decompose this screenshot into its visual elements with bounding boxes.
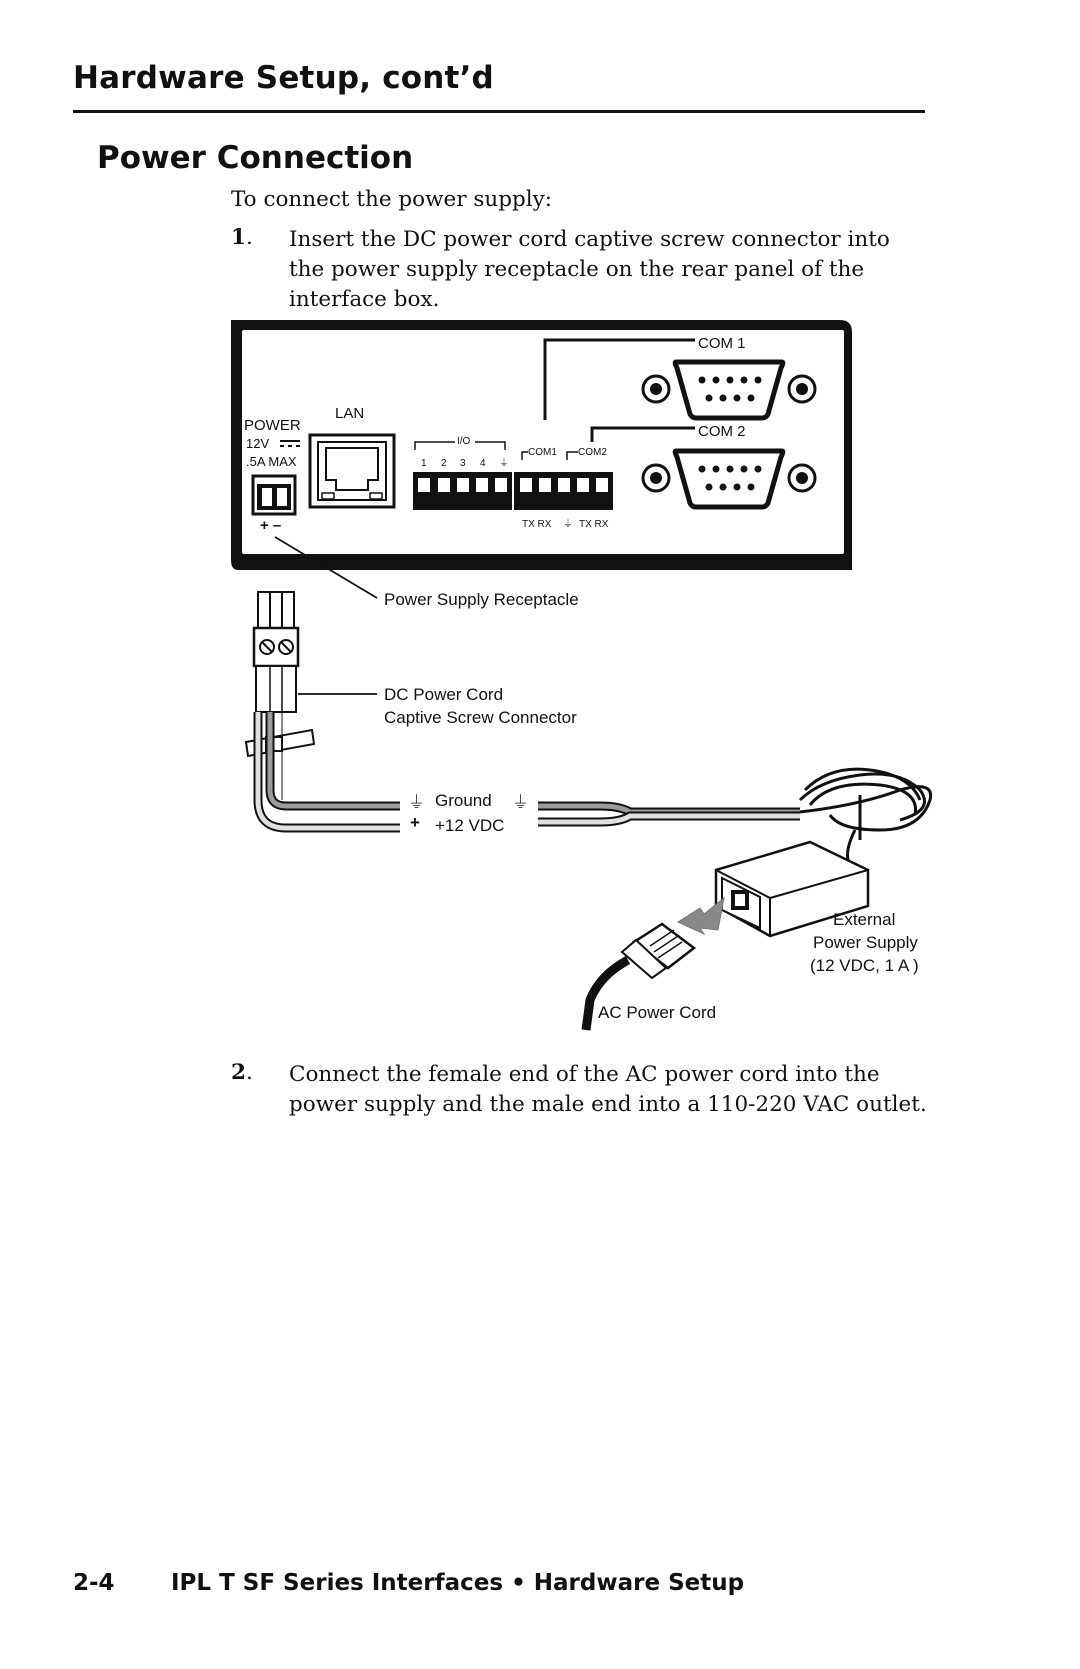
com2-label: COM 2 bbox=[698, 423, 746, 440]
step-1-text: Insert the DC power cord captive screw connector into the power supply receptacle on the rear panel of the interface box. bbox=[289, 227, 890, 312]
callout-12vdc: +12 VDC bbox=[435, 816, 505, 835]
io-com-terminal-block bbox=[413, 470, 613, 512]
page-header-title: Hardware Setup, cont’d bbox=[73, 60, 494, 96]
section-title: Power Connection bbox=[97, 140, 414, 176]
footer-title: IPL T SF Series Interfaces • Hardware Setup bbox=[171, 1570, 745, 1596]
callout-power-supply: Power Supply bbox=[813, 933, 918, 952]
insert-arrow-icon bbox=[678, 898, 724, 934]
max-current-label: .5A MAX bbox=[246, 454, 297, 469]
lan-label: LAN bbox=[335, 405, 365, 422]
captive-screw-connector bbox=[254, 592, 298, 712]
callout-rating: (12 VDC, 1 A ) bbox=[810, 956, 919, 975]
svg-text:2: 2 bbox=[441, 458, 447, 469]
svg-text:3: 3 bbox=[460, 458, 466, 469]
callout-captive-screw: Captive Screw Connector bbox=[384, 708, 577, 727]
com1-label: COM 1 bbox=[698, 335, 746, 352]
callout-external: External bbox=[833, 910, 896, 929]
step-1-number: 1. bbox=[231, 225, 253, 250]
polarity-label: + – bbox=[260, 517, 282, 534]
voltage-label: 12V bbox=[246, 436, 270, 451]
callout-ground: Ground bbox=[435, 791, 492, 810]
txrx1-label: TX RX bbox=[522, 519, 552, 530]
io-label: I/O bbox=[457, 436, 471, 447]
svg-text:⏚: ⏚ bbox=[408, 793, 425, 812]
com1-small-label: COM1 bbox=[528, 447, 557, 458]
com2-small-label: COM2 bbox=[578, 447, 607, 458]
svg-text:4: 4 bbox=[480, 458, 486, 469]
svg-text:⏚: ⏚ bbox=[512, 793, 529, 812]
callout-ac-cord: AC Power Cord bbox=[598, 1003, 717, 1022]
svg-text:⏚: ⏚ bbox=[499, 458, 509, 469]
step-2-text: Connect the female end of the AC power cord into the power supply and the male end into a 110-220 VAC outlet. bbox=[289, 1062, 927, 1117]
txrx2-label: TX RX bbox=[579, 519, 609, 530]
callout-receptacle: Power Supply Receptacle bbox=[384, 590, 579, 609]
step-2-number: 2. bbox=[231, 1060, 253, 1085]
intro-text: To connect the power supply: bbox=[231, 187, 553, 212]
callout-dc-cord: DC Power Cord bbox=[384, 685, 504, 704]
svg-text:1: 1 bbox=[421, 458, 427, 469]
svg-text:+: + bbox=[410, 813, 420, 832]
power-label: POWER bbox=[244, 417, 301, 434]
page-number: 2-4 bbox=[73, 1570, 115, 1596]
svg-text:⏚: ⏚ bbox=[563, 519, 573, 530]
